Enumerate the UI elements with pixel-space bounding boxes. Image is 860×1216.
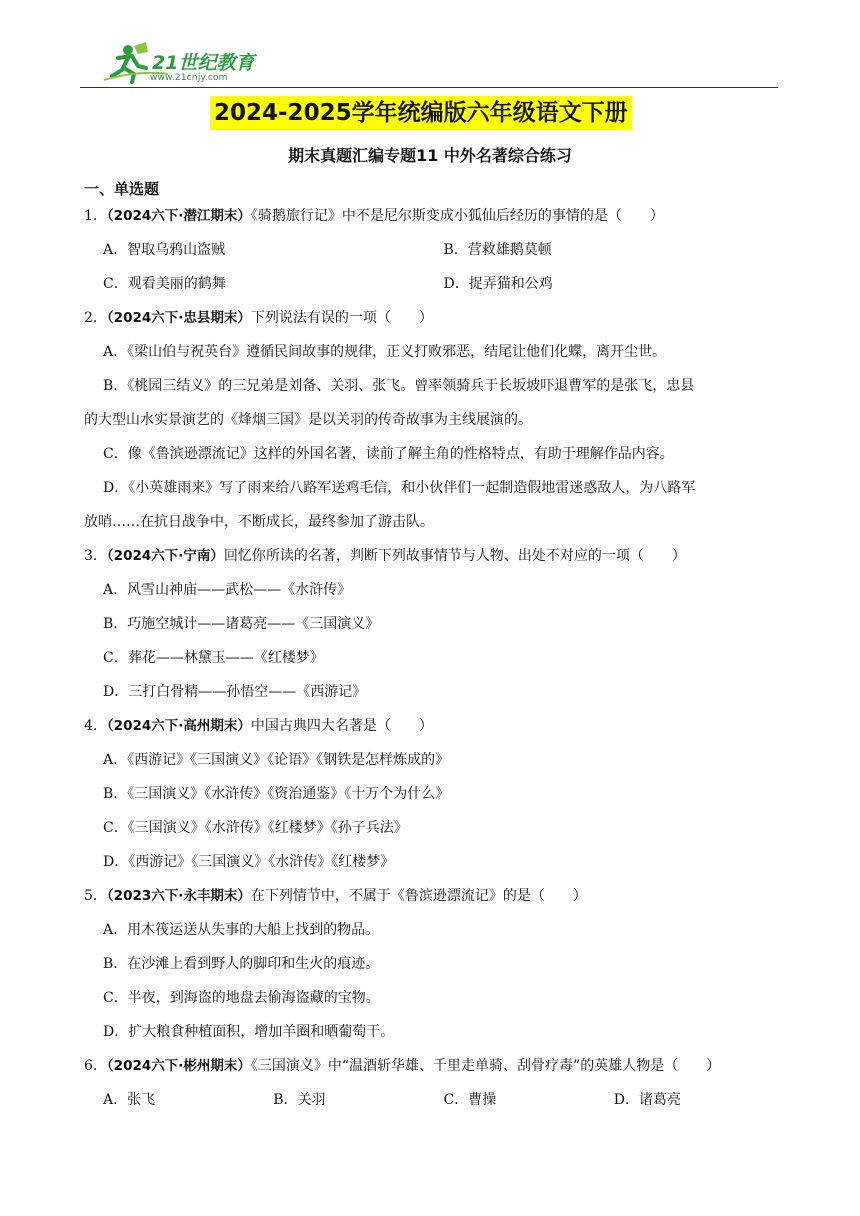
question-1 bbox=[84, 205, 784, 227]
question-stem: 回忆你所读的名著，判断下列故事情节与人物、出处不对应的一项（ ） bbox=[223, 548, 686, 564]
question-source: （2024六下·宁南） bbox=[106, 548, 224, 564]
option-a: A．张飞 bbox=[103, 1092, 156, 1108]
option-c: C．观看美丽的鹤舞 bbox=[103, 276, 226, 292]
option-d: D．捉弄猫和公鸡 bbox=[443, 276, 553, 292]
option-d: D．《西游记》《三国演义》《水浒传》《红楼梦》 bbox=[103, 854, 395, 870]
option-d: D．三打白骨精——孙悟空——《西游记》 bbox=[103, 684, 367, 700]
question-stem: 下列说法有误的一项（ ） bbox=[250, 310, 433, 326]
logo-text: 21世纪教育 bbox=[152, 52, 255, 74]
question-stem: 《三国演义》中“温酒斩华雄、千里走单骑、刮骨疗毒”的英雄人物是（ ） bbox=[250, 1058, 721, 1074]
logo-url: www.21cnjy.com bbox=[150, 73, 228, 83]
option-d: D．《小英雄雨来》写了雨来给八路军送鸡毛信，和小伙伴们一起制造假地雷迷惑敌人，为八路军 bbox=[103, 480, 696, 496]
question-number: 4． bbox=[84, 718, 107, 734]
options-row bbox=[84, 1089, 784, 1111]
option-b: B．《三国演义》《水浒传》《资治通鉴》《十万个为什么》 bbox=[103, 786, 450, 802]
option-b: B．在沙滩上看到野人的脚印和生火的痕迹。 bbox=[103, 956, 380, 972]
page-title: 2024-2025学年统编版六年级语文下册 bbox=[210, 96, 632, 130]
question-source: （2024六下·潜江期末） bbox=[106, 208, 251, 224]
question-stem: 中国古典四大名著是（ ） bbox=[250, 718, 433, 734]
question-4 bbox=[84, 715, 784, 737]
header-divider bbox=[80, 87, 778, 88]
option-a: A．《西游记》《三国演义》《论语》《钢铁是怎样炼成的》 bbox=[103, 752, 450, 768]
question-source: （2024六下·高州期末） bbox=[106, 718, 251, 734]
question-2 bbox=[84, 307, 784, 329]
question-number: 1． bbox=[84, 208, 107, 224]
option-c: C．像《鲁滨逊漂流记》这样的外国名著，读前了解主角的性格特点，有助于理解作品内容。 bbox=[103, 446, 674, 462]
question-number: 2． bbox=[84, 310, 107, 326]
section-title: 一、单选题 bbox=[84, 180, 160, 198]
option-d: D．诸葛亮 bbox=[613, 1092, 681, 1108]
page-subtitle: 期末真题汇编专题11 中外名著综合练习 bbox=[288, 146, 572, 165]
option-c: C．半夜，到海盗的地盘去偷海盗藏的宝物。 bbox=[103, 990, 380, 1006]
question-number: 5． bbox=[84, 888, 107, 904]
option-a: A．风雪山神庙——武松——《水浒传》 bbox=[103, 582, 352, 598]
question-stem: 《骑鹅旅行记》中不是尼尔斯变成小狐仙后经历的事情的是（ ） bbox=[250, 208, 664, 224]
option-a: A．智取乌鸦山盗贼 bbox=[103, 242, 226, 258]
question-source: （2024六下·忠县期末） bbox=[106, 310, 251, 326]
question-list bbox=[84, 205, 784, 1111]
option-b: B．巧施空城计——诸葛亮——《三国演义》 bbox=[103, 616, 380, 632]
option-b: B．《桃园三结义》的三兄弟是刘备、关羽、张飞。曾率领骑兵于长坂坡吓退曹军的是张飞，忠县 bbox=[103, 378, 695, 394]
option-a: A．《梁山伯与祝英台》遵循民间故事的规律，正义打败邪恶，结尾让他们化蝶，离开尘世。 bbox=[103, 344, 667, 360]
option-d: D．扩大粮食种植面积，增加羊圈和晒葡萄干。 bbox=[103, 1024, 395, 1040]
option-b: B．关羽 bbox=[273, 1092, 326, 1108]
question-number: 6． bbox=[84, 1058, 107, 1074]
option-b: B．营救雄鹅莫顿 bbox=[443, 242, 552, 258]
option-b-continued: 的大型山水实景演艺的《烽烟三国》是以关羽的传奇故事为主线展演的。 bbox=[84, 412, 532, 428]
option-a: A．用木筏运送从失事的大船上找到的物品。 bbox=[103, 922, 380, 938]
question-3 bbox=[84, 545, 784, 567]
question-source: （2024六下·彬州期末） bbox=[106, 1058, 251, 1074]
options-row bbox=[84, 273, 784, 295]
question-source: （2023六下·永丰期末） bbox=[106, 888, 251, 904]
question-number: 3． bbox=[84, 548, 107, 564]
options-row bbox=[84, 239, 784, 261]
option-c: C．葬花——林黛玉——《红楼梦》 bbox=[103, 650, 324, 666]
option-c: C．《三国演义》《水浒传》《红楼梦》《孙子兵法》 bbox=[103, 820, 408, 836]
question-5 bbox=[84, 885, 784, 907]
question-6 bbox=[84, 1055, 784, 1077]
option-c: C．曹操 bbox=[443, 1092, 497, 1108]
option-d-continued: 放哨……在抗日战争中，不断成长，最终参加了游击队。 bbox=[84, 514, 434, 530]
question-stem: 在下列情节中，不属于《鲁滨逊漂流记》的是（ ） bbox=[250, 888, 587, 904]
